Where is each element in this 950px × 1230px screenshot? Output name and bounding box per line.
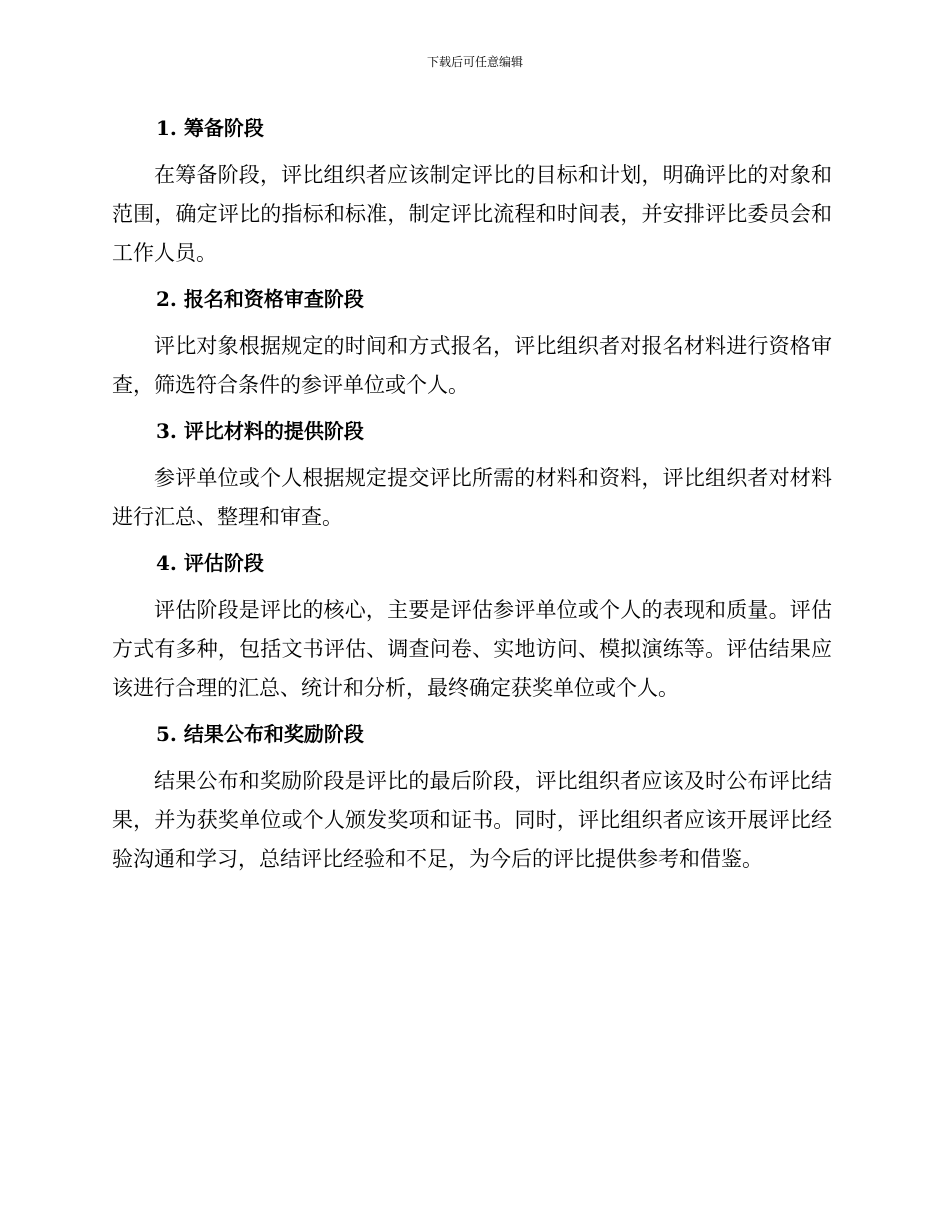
section-heading: 1. 筹备阶段: [156, 116, 264, 140]
section-heading: 4. 评估阶段: [156, 551, 264, 575]
section-paragraph: 在筹备阶段，评比组织者应该制定评比的目标和计划，明确评比的对象和范围，确定评比的指标和标准，制定评比流程和时间表，并安排评比委员会和工作人员。: [112, 163, 832, 265]
document-content: [112, 108, 832, 885]
section-heading: 5. 结果公布和奖励阶段: [156, 722, 364, 746]
section-paragraph: 评比对象根据规定的时间和方式报名，评比组织者对报名材料进行资格审查，筛选符合条件的参评单位或个人。: [112, 334, 832, 397]
section-paragraph: 评估阶段是评比的核心，主要是评估参评单位或个人的表现和质量。评估方式有多种，包括文书评估、调查问卷、实地访问、模拟演练等。评估结果应该进行合理的汇总、统计和分析，最终确定获奖单位或个人。: [112, 598, 832, 700]
section-heading: 2. 报名和资格审查阶段: [156, 287, 364, 311]
section-paragraph: 结果公布和奖励阶段是评比的最后阶段，评比组织者应该及时公布评比结果，并为获奖单位或个人颁发奖项和证书。同时，评比组织者应该开展评比经验沟通和学习，总结评比经验和不足，为今后的评比提供参考和借鉴。: [112, 769, 832, 871]
header-note: 下载后可任意编辑: [426, 55, 523, 69]
section-paragraph: 参评单位或个人根据规定提交评比所需的材料和资料，评比组织者对材料进行汇总、整理和审查。: [112, 466, 832, 529]
section-heading: 3. 评比材料的提供阶段: [156, 419, 364, 443]
